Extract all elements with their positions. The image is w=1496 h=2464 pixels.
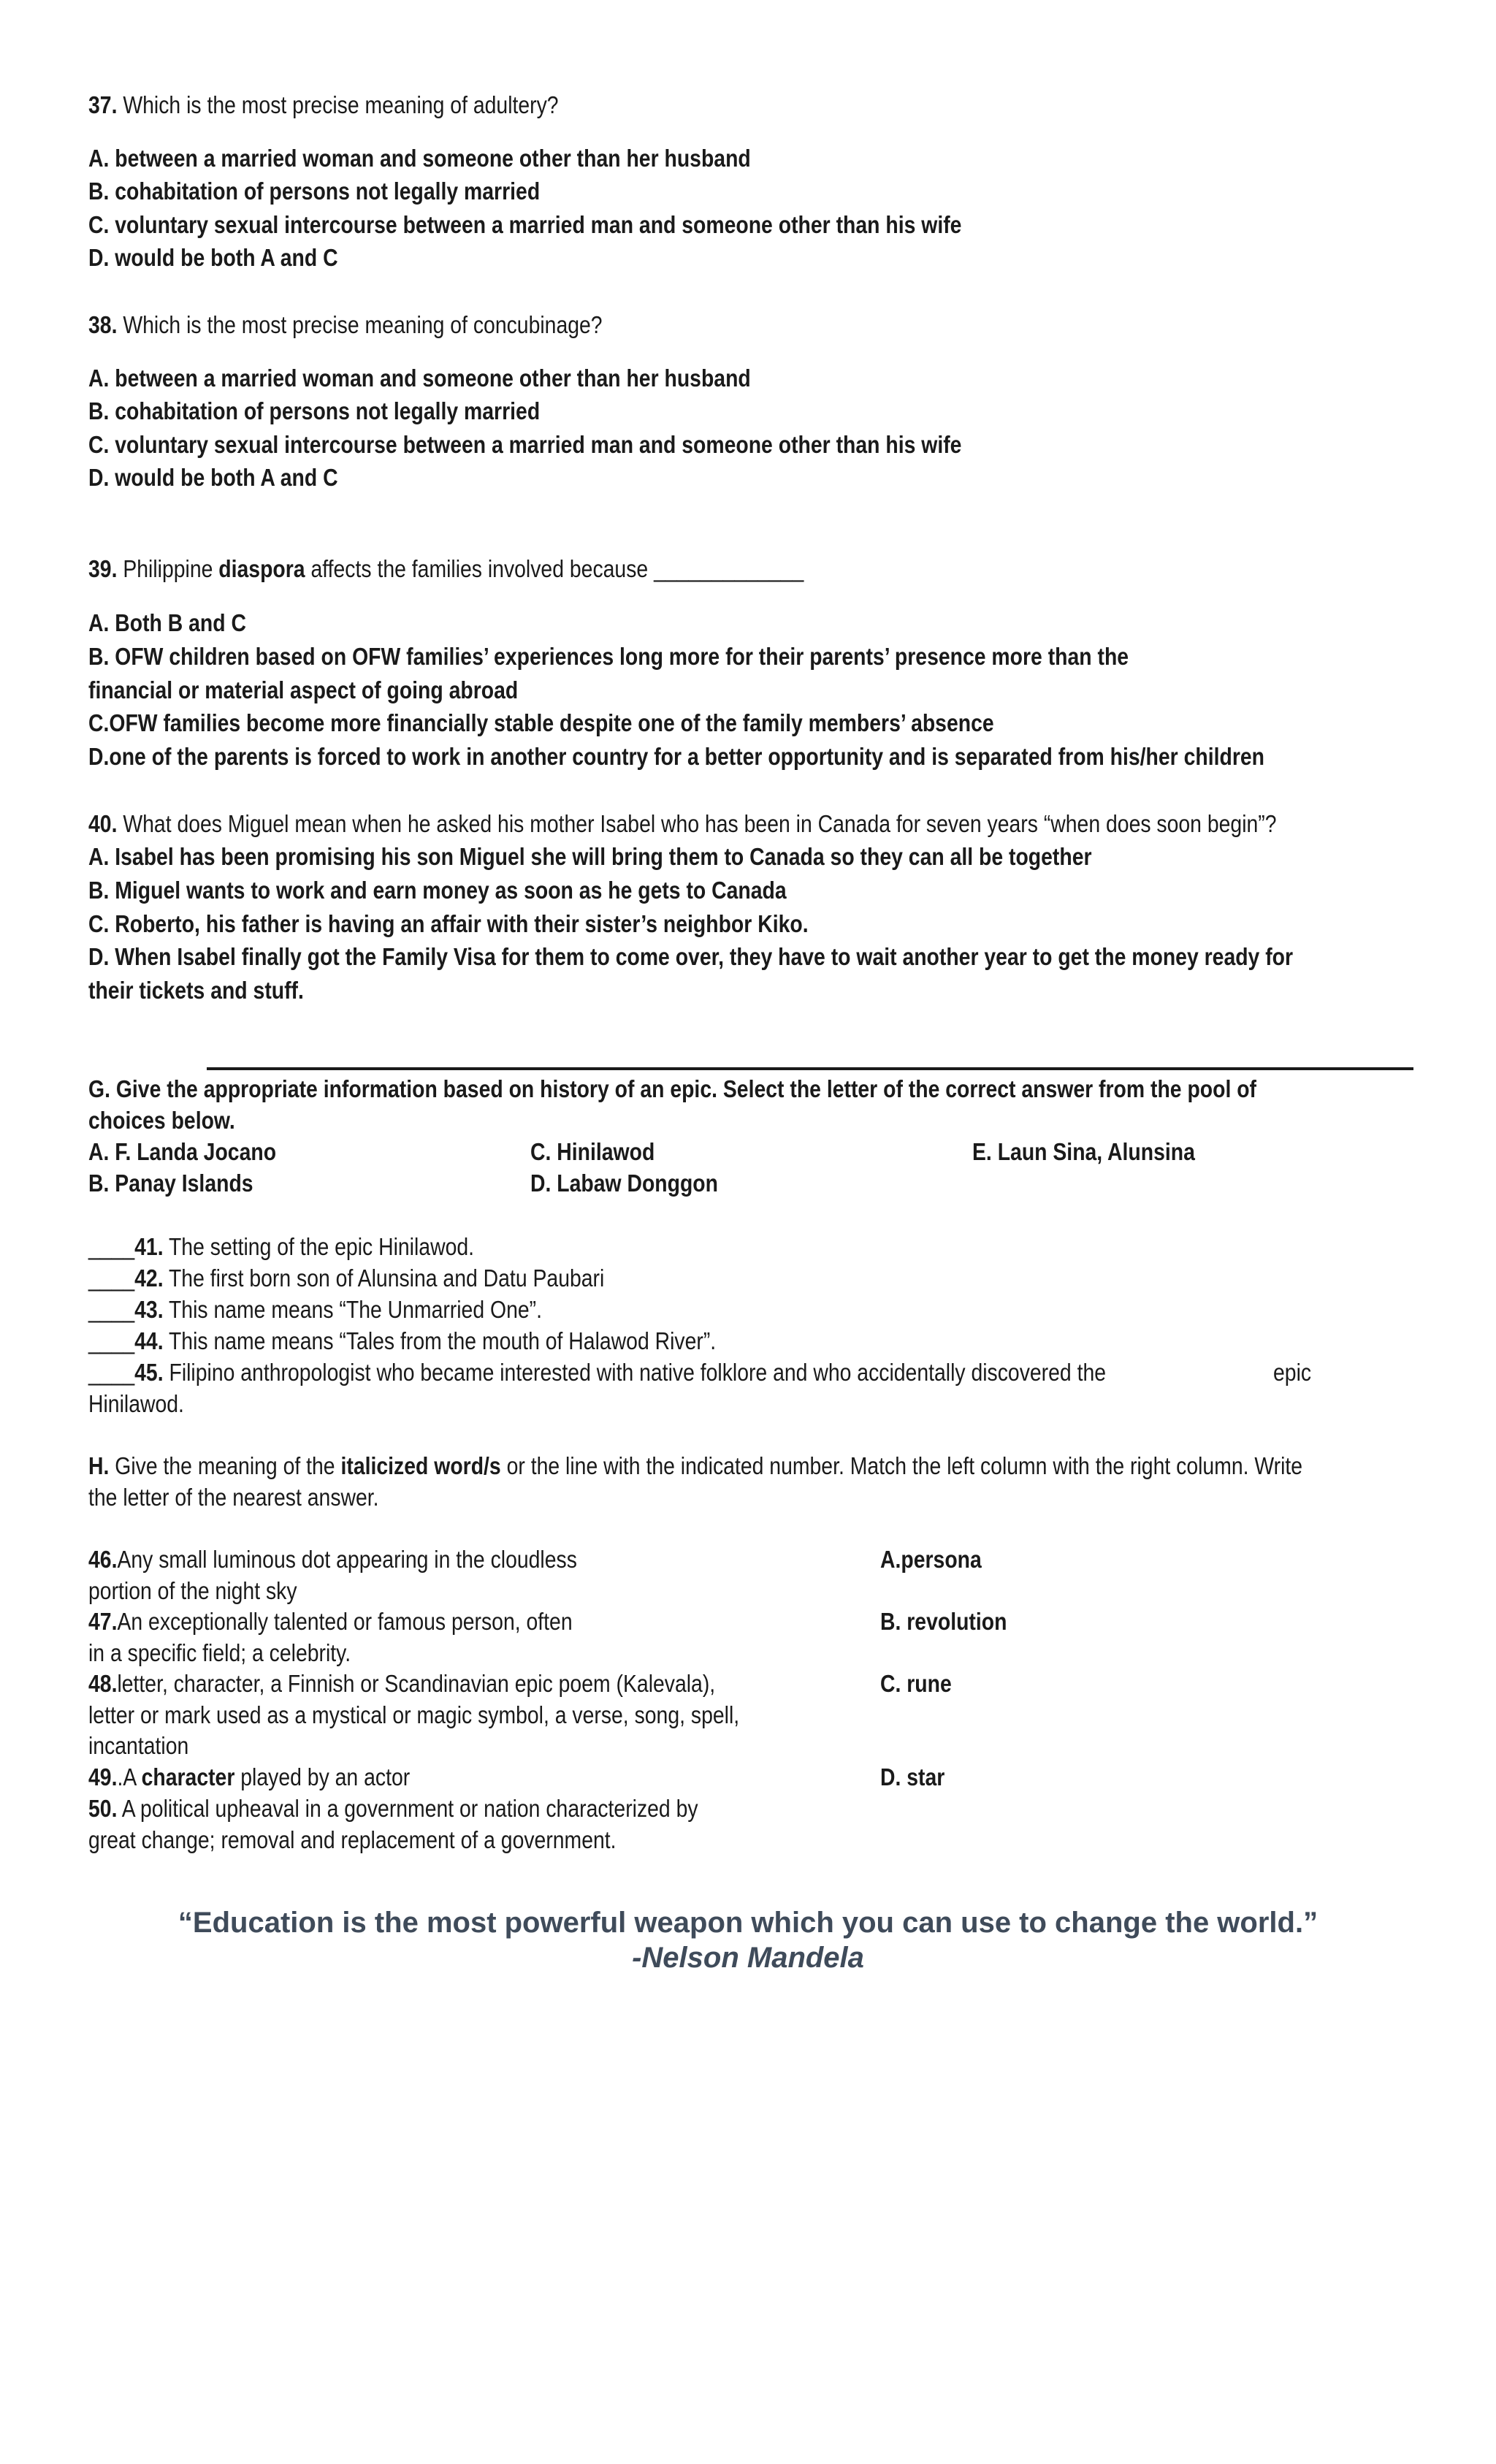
question-39 xyxy=(88,552,804,585)
question-number: 37. xyxy=(88,91,118,118)
option-37a: A. between a married woman and someone other than her husband xyxy=(88,145,751,172)
answer-blank: ____ xyxy=(88,1265,135,1292)
item-text: The setting of the epic Hinilawod. xyxy=(163,1233,475,1260)
question-text-post: affects the families involved because _____________ xyxy=(305,555,804,582)
option-40d: D. When Isabel finally got the Family Visa for them to come over, they have to wait another year to get the money ready for xyxy=(88,943,1294,970)
closing-quote: “Education is the most powerful weapon which you can use to change the world.” xyxy=(178,1907,1318,1939)
item-text: The first born son of Alunsina and Datu Paubari xyxy=(163,1265,605,1292)
item-number: 41. xyxy=(134,1233,164,1260)
question-keyword: diaspora xyxy=(218,555,305,582)
answer-blank: ____ xyxy=(88,1296,135,1323)
item-text: An exceptionally talented or famous person, often xyxy=(117,1608,573,1635)
option-39b: B. OFW children based on OFW families’ experiences long more for their parents’ presence more than the xyxy=(88,643,1129,670)
item-43 xyxy=(88,1293,542,1326)
item-text: A political upheaval in a government or nation characterized by xyxy=(117,1795,698,1822)
question-text: Which is the most precise meaning of concubinage? xyxy=(117,311,603,338)
choice-d: D. Labaw Donggon xyxy=(530,1170,718,1197)
answer-blank: ____ xyxy=(88,1233,135,1260)
instructions-text: Give the meaning of the xyxy=(109,1452,341,1479)
option-38d: D. would be both A and C xyxy=(88,464,338,491)
match-item-48-cont2: incantation xyxy=(88,1732,189,1759)
item-number: 50. xyxy=(88,1795,118,1822)
item-text-post: played by an actor xyxy=(234,1763,411,1790)
option-38b: B. cohabitation of persons not legally married xyxy=(88,397,541,424)
item-number: 47. xyxy=(88,1608,118,1635)
item-text: letter, character, a Finnish or Scandinavian epic poem (Kalevala), xyxy=(117,1670,716,1697)
question-text: What does Miguel mean when he asked his mother Isabel who has been in Canada for seven years “when does soon begin”? xyxy=(117,810,1277,837)
question-number: 38. xyxy=(88,311,118,338)
match-item-46 xyxy=(88,1543,577,1576)
item-45 xyxy=(88,1356,1106,1389)
question-number: 39. xyxy=(88,555,118,582)
quote-author: -Nelson Mandela xyxy=(632,1942,864,1974)
item-41 xyxy=(88,1230,474,1263)
question-text: Which is the most precise meaning of adultery? xyxy=(117,91,559,118)
match-answer-b: B. revolution xyxy=(880,1608,1007,1635)
match-item-50-cont: great change; removal and replacement of a government. xyxy=(88,1826,617,1853)
option-39b-cont: financial or material aspect of going abroad xyxy=(88,676,519,703)
question-37 xyxy=(88,88,559,121)
match-item-47-cont: in a specific field; a celebrity. xyxy=(88,1639,351,1666)
question-38 xyxy=(88,308,603,341)
option-40b: B. Miguel wants to work and earn money as soon as he gets to Canada xyxy=(88,877,787,904)
match-item-46-cont: portion of the night sky xyxy=(88,1577,297,1604)
item-44 xyxy=(88,1324,716,1357)
section-h-instructions-cont: the letter of the nearest answer. xyxy=(88,1484,379,1511)
question-text-pre: Philippine xyxy=(117,555,219,582)
instructions-emphasis: italicized word/s xyxy=(340,1452,501,1479)
option-39d: D.one of the parents is forced to work in another country for a better opportunity and is separated from his/her children xyxy=(88,743,1265,770)
section-g-instructions-cont: choices below. xyxy=(88,1107,235,1134)
choice-a: A. F. Landa Jocano xyxy=(88,1138,277,1165)
option-40a: A. Isabel has been promising his son Miguel she will bring them to Canada so they can all be together xyxy=(88,843,1092,870)
item-text: Filipino anthropologist who became interested with native folklore and who accidentally discovered the xyxy=(163,1359,1107,1386)
item-text-pre: .A xyxy=(117,1763,142,1790)
answer-blank: ____ xyxy=(88,1359,135,1386)
item-number: 45. xyxy=(134,1359,164,1386)
item-number: 44. xyxy=(134,1327,164,1354)
option-39c: C.OFW families become more financially stable despite one of the family members’ absence xyxy=(88,709,994,736)
match-answer-d: D. star xyxy=(880,1763,945,1790)
question-number: 40. xyxy=(88,810,118,837)
section-label: H. xyxy=(88,1452,110,1479)
item-number: 43. xyxy=(134,1296,164,1323)
match-answer-a: A.persona xyxy=(880,1546,982,1573)
option-37b: B. cohabitation of persons not legally married xyxy=(88,178,541,205)
option-38c: C. voluntary sexual intercourse between a married man and someone other than his wife xyxy=(88,431,962,458)
section-g-instructions: G. Give the appropriate information based on history of an epic. Select the letter of the correct answer from the pool of xyxy=(88,1075,1257,1102)
match-item-50 xyxy=(88,1792,698,1825)
section-h-instructions xyxy=(88,1449,1302,1482)
section-divider xyxy=(207,1067,1413,1070)
match-item-49 xyxy=(88,1761,410,1793)
choice-c: C. Hinilawod xyxy=(530,1138,655,1165)
match-item-48 xyxy=(88,1667,715,1700)
choice-e: E. Laun Sina, Alunsina xyxy=(972,1138,1195,1165)
instructions-text-post: or the line with the indicated number. Match the left column with the right column. Write xyxy=(500,1452,1303,1479)
item-number: 49. xyxy=(88,1763,118,1790)
match-item-47 xyxy=(88,1605,573,1638)
item-text: Any small luminous dot appearing in the cloudless xyxy=(117,1546,577,1573)
item-text: This name means “Tales from the mouth of Halawod River”. xyxy=(163,1327,717,1354)
answer-blank: ____ xyxy=(88,1327,135,1354)
item-keyword: character xyxy=(141,1763,235,1790)
option-38a: A. between a married woman and someone other than her husband xyxy=(88,365,751,392)
option-40c: C. Roberto, his father is having an affair with their sister’s neighbor Kiko. xyxy=(88,910,809,937)
option-37d: D. would be both A and C xyxy=(88,244,338,271)
item-number: 46. xyxy=(88,1546,118,1573)
item-45-cont: Hinilawod. xyxy=(88,1390,184,1417)
choice-b: B. Panay Islands xyxy=(88,1170,253,1197)
question-40 xyxy=(88,807,1277,840)
option-37c: C. voluntary sexual intercourse between a married man and someone other than his wife xyxy=(88,211,962,238)
item-text: This name means “The Unmarried One”. xyxy=(163,1296,543,1323)
option-39a: A. Both B and C xyxy=(88,609,246,636)
item-number: 42. xyxy=(134,1265,164,1292)
option-40d-cont: their tickets and stuff. xyxy=(88,977,304,1004)
item-45-tail: epic xyxy=(1273,1359,1312,1386)
match-answer-c: C. rune xyxy=(880,1670,952,1697)
item-number: 48. xyxy=(88,1670,118,1697)
match-item-48-cont: letter or mark used as a mystical or magic symbol, a verse, song, spell, xyxy=(88,1701,740,1728)
item-42 xyxy=(88,1262,604,1294)
